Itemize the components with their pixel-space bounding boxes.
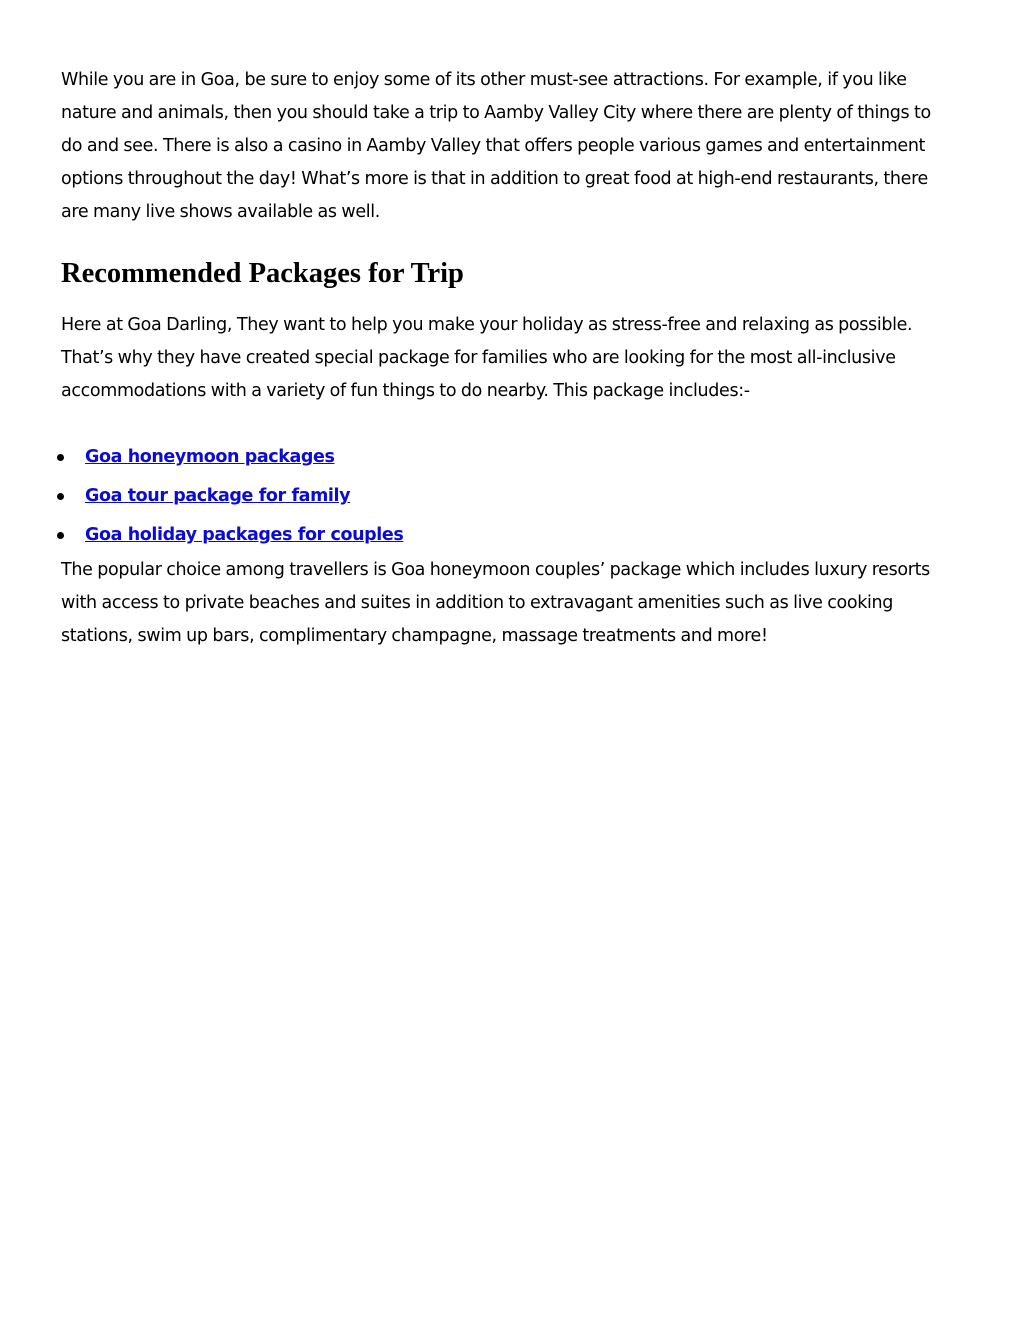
list-item xyxy=(61,476,953,515)
couples-holiday-packages-link[interactable]: Goa holiday packages for couples xyxy=(85,525,404,545)
bullet-icon xyxy=(57,493,64,500)
packages-intro-paragraph: Here at Goa Darling, They want to help you make your holiday as stress-free and relaxing as possible. That’s why they have created special package for families who are looking for the most all-inclusive accommodations with a variety of fun things to do nearby. This package includes:- xyxy=(61,315,913,401)
family-tour-package-link[interactable]: Goa tour package for family xyxy=(85,486,351,506)
package-link-list xyxy=(61,437,953,554)
popular-choice-paragraph: The popular choice among travellers is Goa honeymoon couples’ package which includes luxury resorts with access to private beaches and suites in addition to extravagant amenities such as live cooking stations, swim up bars, complimentary champagne, massage treatments and more! xyxy=(61,560,930,646)
section-heading: Recommended Packages for Trip xyxy=(61,258,464,289)
honeymoon-packages-link[interactable]: Goa honeymoon packages xyxy=(85,447,335,467)
document-page xyxy=(61,64,953,653)
intro-attractions-paragraph: While you are in Goa, be sure to enjoy some of its other must-see attractions. For example, if you like nature and animals, then you should take a trip to Aamby Valley City where there are plenty of things to do and see. There is also a casino in Aamby Valley that offers people various games and entertainment options throughout the day! What’s more is that in addition to great food at high-end restaurants, there are many live shows available as well. xyxy=(61,70,931,222)
list-item xyxy=(61,515,953,554)
bullet-icon xyxy=(57,532,64,539)
list-item xyxy=(61,437,953,476)
bullet-icon xyxy=(57,454,64,461)
